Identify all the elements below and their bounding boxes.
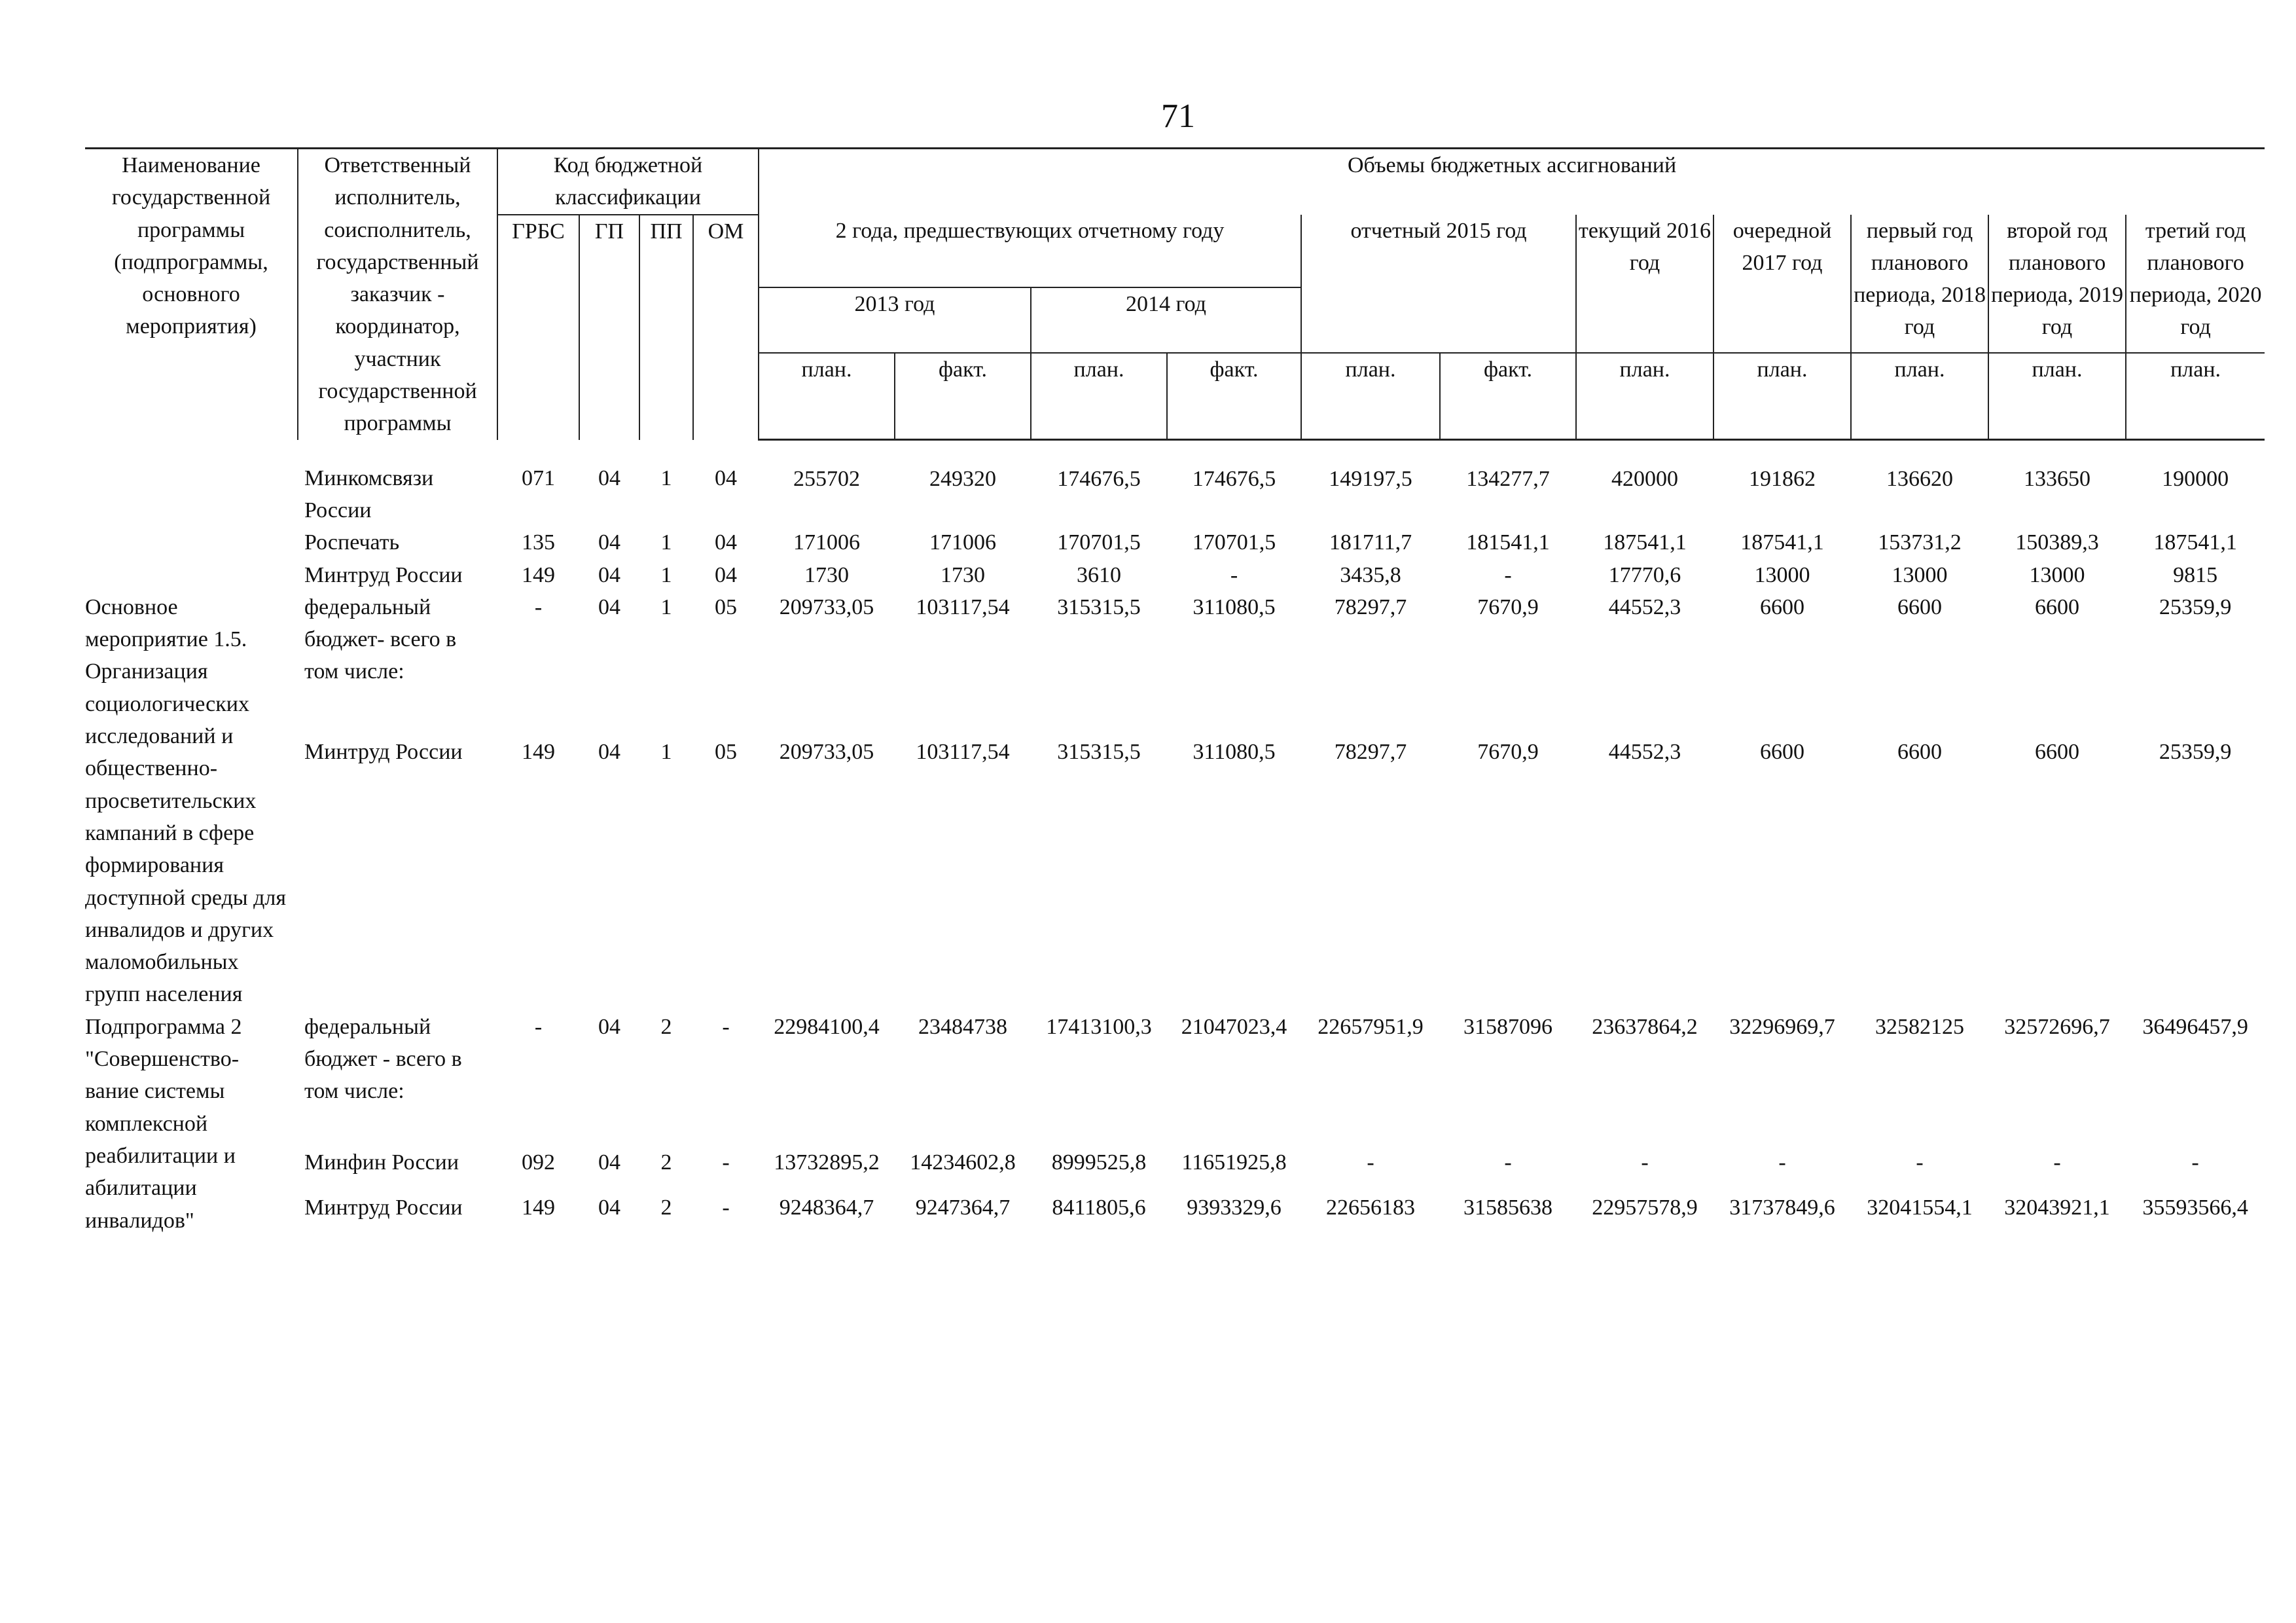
gp-cell: 04 [598,594,620,619]
om-cell: 05 [715,739,737,764]
value-2013-plan: 209733,05 [779,739,874,764]
value-2015-plan: 78297,7 [1334,594,1407,619]
om-cell: 04 [715,530,737,555]
value-2019-plan: 133650 [2024,467,2091,492]
value-2015-plan: 181711,7 [1329,530,1412,555]
pp-cell: 2 [660,1195,672,1220]
value-2013-fact: 1730 [941,562,986,587]
value-2014-fact: 311080,5 [1193,594,1276,619]
value-2015-fact: 181541,1 [1466,530,1550,555]
header-om: ОМ [693,215,759,440]
header-plan: план. [2126,353,2265,440]
value-2015-fact: 7670,9 [1477,594,1539,619]
value-2017-plan: 191862 [1749,467,1816,492]
value-2014-fact: 11651925,8 [1181,1150,1287,1175]
pp-cell: 2 [660,1150,672,1175]
value-2020-plan: 25359,9 [2159,739,2232,764]
header-plan: план. [1988,353,2126,440]
value-2015-fact: 134277,7 [1466,467,1550,492]
pp-cell: 1 [660,562,672,587]
pp-cell: 1 [660,739,672,764]
value-2019-plan: 32043921,1 [2004,1195,2110,1220]
om-cell: - [722,1195,730,1220]
value-2013-plan: 9248364,7 [779,1195,874,1220]
om-cell: 04 [715,562,737,587]
value-2015-plan: 22656183 [1326,1195,1416,1220]
value-2020-plan: 35593566,4 [2142,1195,2248,1220]
executor-cell: Роспечать [304,530,400,555]
value-2018-plan: 32582125 [1875,1014,1965,1039]
value-2015-plan: 149197,5 [1329,467,1412,492]
table-row [85,440,2265,527]
header-gp: ГП [579,215,639,440]
value-2014-plan: 17413100,3 [1046,1014,1152,1039]
value-2017-plan: 6600 [1760,594,1805,619]
value-2020-plan: 25359,9 [2159,594,2232,619]
value-2014-fact: - [1230,562,1238,587]
budget-table [85,147,2265,1237]
executor-cell: Минтруд России [304,562,463,587]
header-2018: первый год планового периода, 2018 год [1851,215,1988,354]
executor-cell: Минтруд России [304,1195,463,1220]
value-2017-plan: 187541,1 [1740,530,1824,555]
value-2017-plan: 31737849,6 [1729,1195,1835,1220]
header-fact: факт. [895,353,1031,440]
value-2016-plan: 22957578,9 [1592,1195,1698,1220]
value-2014-fact: 21047023,4 [1181,1014,1287,1039]
value-2018-plan: 136620 [1886,467,1954,492]
value-2014-plan: 174676,5 [1057,467,1141,492]
value-2013-fact: 249320 [929,467,997,492]
executor-cell: Минтруд России [304,739,463,764]
gp-cell: 04 [598,739,620,764]
header-prev-two-years: 2 года, предшествующих отчетному году [759,215,1301,288]
value-2018-plan: 32041554,1 [1867,1195,1973,1220]
value-2014-fact: 311080,5 [1193,739,1276,764]
header-name: Наименование государственной программы (подпрограммы, основного мероприятия) [85,149,298,440]
header-2020: третий год планового периода, 2020 год [2126,215,2265,354]
value-2013-plan: 1730 [804,562,850,587]
header-executor: Ответственный исполнитель, соисполнитель, государственный заказчик - координатор, участник государственной программы [298,149,497,440]
executor-cell: Минкомсвязи России [304,465,434,522]
header-plan: план. [1576,353,1713,440]
value-2018-plan: - [1916,1150,1924,1175]
table-header [85,149,2265,440]
value-2013-plan: 22984100,4 [774,1014,880,1039]
value-2015-fact: - [1504,562,1512,587]
header-plan: план. [759,353,895,440]
value-2013-fact: 103117,54 [916,594,1010,619]
value-2014-plan: 315315,5 [1057,739,1141,764]
value-2018-plan: 153731,2 [1878,530,1962,555]
pp-cell: 1 [660,594,672,619]
gp-cell: 04 [598,562,620,587]
value-2016-plan: 187541,1 [1603,530,1687,555]
gp-cell: 04 [598,1150,620,1175]
value-2014-fact: 9393329,6 [1187,1195,1282,1220]
header-plan: план. [1851,353,1988,440]
header-code: Код бюджетной классификации [497,149,759,215]
header-plan: план. [1301,353,1440,440]
value-2015-plan: 3435,8 [1340,562,1401,587]
pp-cell: 1 [660,465,672,490]
value-2013-plan: 171006 [793,530,861,555]
value-2016-plan: 44552,3 [1608,594,1681,619]
header-plan: план. [1713,353,1851,440]
gp-cell: 04 [598,465,620,490]
value-2014-plan: 170701,5 [1057,530,1141,555]
grbs-cell: - [534,594,543,619]
value-2020-plan: 190000 [2162,467,2229,492]
value-2014-plan: 315315,5 [1057,594,1141,619]
grbs-cell: 149 [522,1195,555,1220]
table-row [85,1192,2265,1237]
value-2015-plan: - [1367,1150,1374,1175]
header-2017: очередной 2017 год [1713,215,1851,354]
value-2017-plan: 6600 [1760,739,1805,764]
header-fact: факт. [1440,353,1576,440]
value-2016-plan: 420000 [1611,467,1679,492]
value-2017-plan: 32296969,7 [1729,1014,1835,1039]
value-2017-plan: 13000 [1754,562,1810,587]
value-2019-plan: 13000 [2029,562,2085,587]
value-2013-plan: 13732895,2 [774,1150,880,1175]
value-2015-fact: 7670,9 [1477,739,1539,764]
table-row [85,736,2265,1011]
grbs-cell: 135 [522,530,555,555]
value-2019-plan: 150389,3 [2015,530,2099,555]
gp-cell: 04 [598,1014,620,1039]
value-2015-plan: 78297,7 [1334,739,1407,764]
value-2013-fact: 171006 [929,530,997,555]
value-2018-plan: 13000 [1892,562,1948,587]
budget-sheet [85,147,2265,1237]
grbs-cell: 149 [522,562,555,587]
header-pp: ПП [639,215,693,440]
program-name: Подпрограмма 2 "Совершенство-вание системы комплексной реабилитации и абилитации инвалидов" [85,1014,242,1233]
table-body [85,440,2265,1237]
gp-cell: 04 [598,530,620,555]
value-2016-plan: 23637864,2 [1592,1014,1698,1039]
value-2020-plan: 36496457,9 [2142,1014,2248,1039]
value-2019-plan: - [2053,1150,2061,1175]
page-number: 71 [1161,98,1195,135]
table-row [85,526,2265,558]
om-cell: - [722,1150,730,1175]
value-2019-plan: 6600 [2035,594,2080,619]
pp-cell: 1 [660,530,672,555]
om-cell: 05 [715,594,737,619]
gp-cell: 04 [598,1195,620,1220]
value-2014-fact: 174676,5 [1192,467,1276,492]
grbs-cell: 149 [522,739,555,764]
value-2013-plan: 209733,05 [779,594,874,619]
header-2013: 2013 год [759,287,1031,353]
value-2014-plan: 8411805,6 [1052,1195,1146,1220]
value-2014-plan: 3610 [1077,562,1122,587]
grbs-cell: 071 [522,465,555,490]
value-2014-plan: 8999525,8 [1051,1150,1147,1175]
grbs-cell: - [534,1014,543,1039]
table-row [85,1011,2265,1146]
header-2014: 2014 год [1031,287,1301,353]
value-2013-fact: 103117,54 [916,739,1010,764]
value-2015-fact: 31587096 [1463,1014,1553,1039]
table-row [85,1146,2265,1192]
om-cell: - [722,1014,730,1039]
value-2020-plan: 9815 [2173,562,2218,587]
header-2016: текущий 2016 год [1576,215,1713,354]
program-name [85,526,298,558]
program-name [85,559,298,591]
program-name [85,440,298,527]
value-2013-plan: 255702 [793,467,861,492]
value-2016-plan: - [1641,1150,1649,1175]
executor-cell: федеральный бюджет - всего в том числе: [304,1014,462,1104]
value-2018-plan: 6600 [1897,739,1943,764]
value-2015-fact: 31585638 [1463,1195,1553,1220]
value-2018-plan: 6600 [1897,594,1943,619]
header-fact: факт. [1167,353,1301,440]
table-row [85,591,2265,736]
value-2019-plan: 32572696,7 [2004,1014,2110,1039]
value-2019-plan: 6600 [2035,739,2080,764]
header-2015: отчетный 2015 год [1301,215,1576,354]
program-name: Основное мероприятие 1.5. Организация социологических исследований и общественно-просветительских кампаний в сфере формирования доступной среды для инвалидов и других маломобильных групп населения [85,594,287,1007]
value-2015-plan: 22657951,9 [1318,1014,1424,1039]
value-2013-fact: 9247364,7 [915,1195,1011,1220]
header-volumes: Объемы бюджетных ассигнований [759,149,2265,215]
table-row [85,559,2265,591]
executor-cell: федеральный бюджет- всего в том числе: [304,594,457,684]
value-2017-plan: - [1778,1150,1786,1175]
header-grbs: ГРБС [497,215,579,440]
value-2015-fact: - [1504,1150,1512,1175]
pp-cell: 2 [660,1014,672,1039]
value-2014-fact: 170701,5 [1192,530,1276,555]
value-2013-fact: 14234602,8 [910,1150,1016,1175]
value-2013-fact: 23484738 [918,1014,1008,1039]
grbs-cell: 092 [522,1150,555,1175]
value-2020-plan: - [2191,1150,2199,1175]
value-2016-plan: 44552,3 [1608,739,1681,764]
value-2020-plan: 187541,1 [2153,530,2237,555]
om-cell: 04 [715,465,737,490]
executor-cell: Минфин России [304,1150,459,1175]
header-plan: план. [1031,353,1167,440]
header-2019: второй год планового периода, 2019 год [1988,215,2126,354]
value-2016-plan: 17770,6 [1608,562,1681,587]
